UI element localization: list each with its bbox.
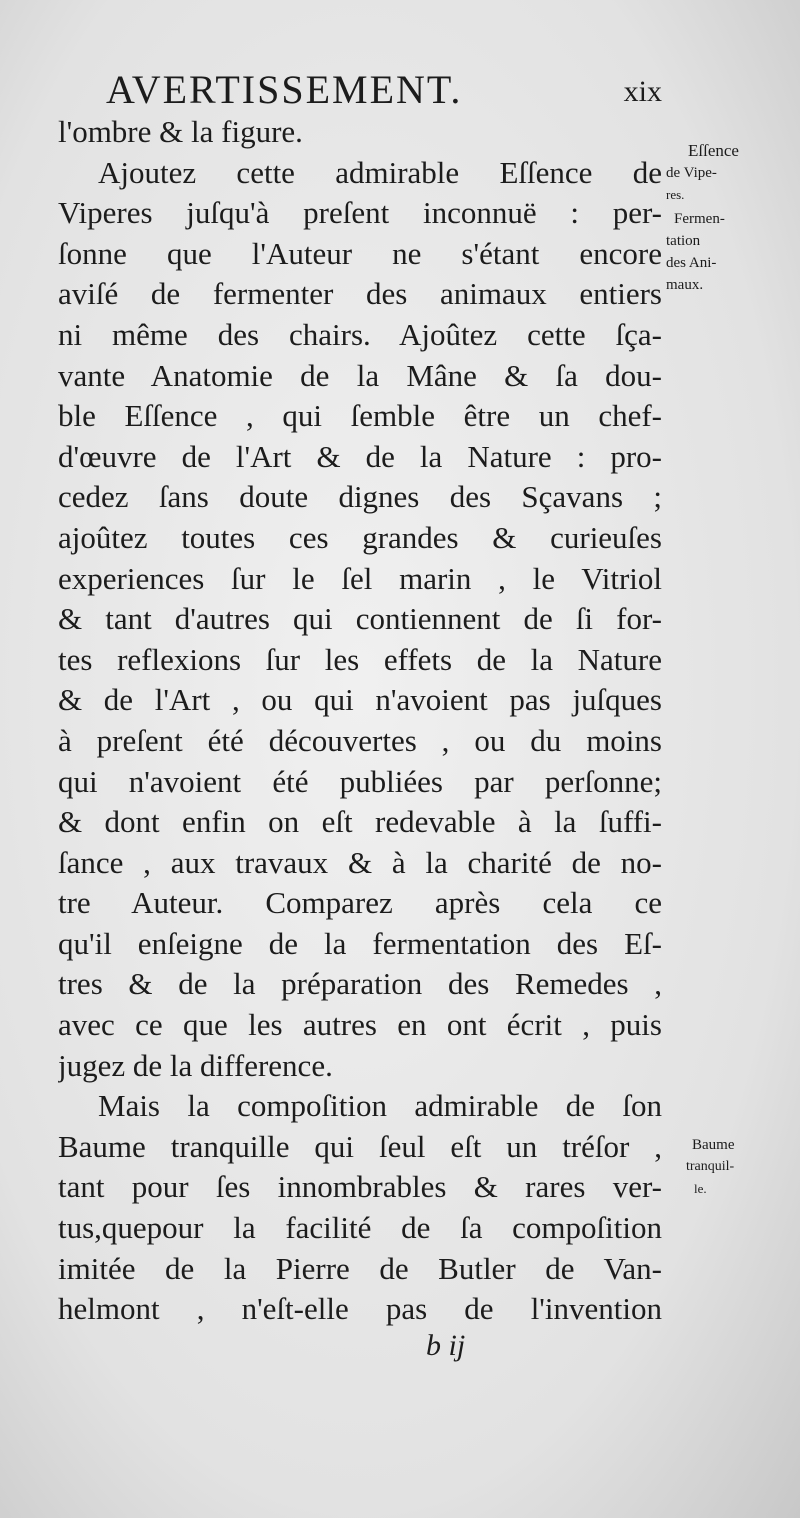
text-line: Viperes juſqu'à preſent inconnuë : per- bbox=[58, 195, 662, 231]
margin-note-line: res. bbox=[666, 187, 685, 202]
text-line: qu'il enſeigne de la fermentation des Eſ- bbox=[58, 925, 662, 961]
text-line: ble Eſſence , qui ſemble être un chef- bbox=[58, 398, 662, 434]
margin-note-fermentation bbox=[666, 208, 770, 296]
text-line: ſonne que l'Auteur ne s'étant encore bbox=[58, 235, 662, 271]
text-line: tre Auteur. Comparez après cela ce bbox=[58, 885, 662, 921]
text-line: Mais la compoſition admirable de ſon bbox=[98, 1088, 662, 1124]
text-line: tres & de la préparation des Remedes , bbox=[58, 966, 662, 1002]
body-text bbox=[58, 112, 662, 1330]
margin-note-line: Baume bbox=[692, 1137, 735, 1153]
margin-note-line: Eſſence bbox=[688, 141, 739, 160]
text-line: tes reflexions ſur les effets de la Nature bbox=[58, 641, 662, 677]
text-line: avec ce que les autres en ont écrit , puis bbox=[58, 1007, 662, 1043]
text-line: ni même des chairs. Ajoûtez cette ſça- bbox=[58, 316, 662, 352]
text-line: jugez de la difference. bbox=[58, 1047, 333, 1083]
page-number: xix bbox=[623, 75, 662, 108]
margin-note-line: tation bbox=[666, 233, 701, 249]
text-line: vante Anatomie de la Mâne & ſa dou- bbox=[58, 357, 662, 393]
text-line: Baume tranquille qui ſeul eſt un tréſor , bbox=[58, 1128, 662, 1164]
text-line: tus,quepour la facilité de ſa compoſition bbox=[58, 1210, 662, 1246]
text-line: à preſent été découvertes , ou du moins bbox=[58, 722, 662, 758]
margin-note-line: maux. bbox=[666, 277, 704, 293]
margin-note-line: le. bbox=[694, 1181, 707, 1196]
margin-note-baume bbox=[686, 1134, 790, 1200]
running-head bbox=[106, 62, 662, 118]
margin-note-line: de Vipe- bbox=[666, 165, 717, 181]
text-line: & dont enfin on eſt redevable à la ſuffi- bbox=[58, 804, 662, 840]
margin-note-line: Fermen- bbox=[674, 211, 725, 227]
text-line: & tant d'autres qui contiennent de ſi for- bbox=[58, 601, 662, 637]
signature-mark: b ij bbox=[426, 1329, 466, 1362]
text-line: & de l'Art , ou qui n'avoient pas juſques bbox=[58, 682, 662, 718]
margin-note-line: des Ani- bbox=[666, 255, 717, 271]
text-line: l'ombre & la figure. bbox=[58, 114, 303, 149]
text-line: tant pour ſes innombrables & rares ver- bbox=[58, 1169, 662, 1205]
margin-note-essence-viperes bbox=[666, 140, 770, 206]
text-line: experiences ſur le ſel marin , le Vitriol bbox=[58, 560, 662, 596]
text-line: ajoûtez toutes ces grandes & curieuſes bbox=[58, 519, 662, 555]
running-title: AVERTISSEMENT. bbox=[106, 67, 463, 112]
text-line: Ajoutez cette admirable Eſſence de bbox=[98, 154, 662, 190]
text-line: aviſé de fermenter des animaux entiers bbox=[58, 276, 662, 312]
text-line: ſance , aux travaux & à la charité de no- bbox=[58, 844, 662, 880]
text-line: imitée de la Pierre de Butler de Van- bbox=[58, 1250, 662, 1286]
text-line: helmont , n'eſt-elle pas de l'invention bbox=[58, 1291, 662, 1327]
text-line: d'œuvre de l'Art & de la Nature : pro- bbox=[58, 438, 662, 474]
text-line: cedez ſans doute dignes des Sçavans ; bbox=[58, 479, 662, 515]
margin-note-line: tranquil- bbox=[686, 1159, 735, 1174]
text-line: qui n'avoient été publiées par perſonne; bbox=[58, 763, 662, 799]
